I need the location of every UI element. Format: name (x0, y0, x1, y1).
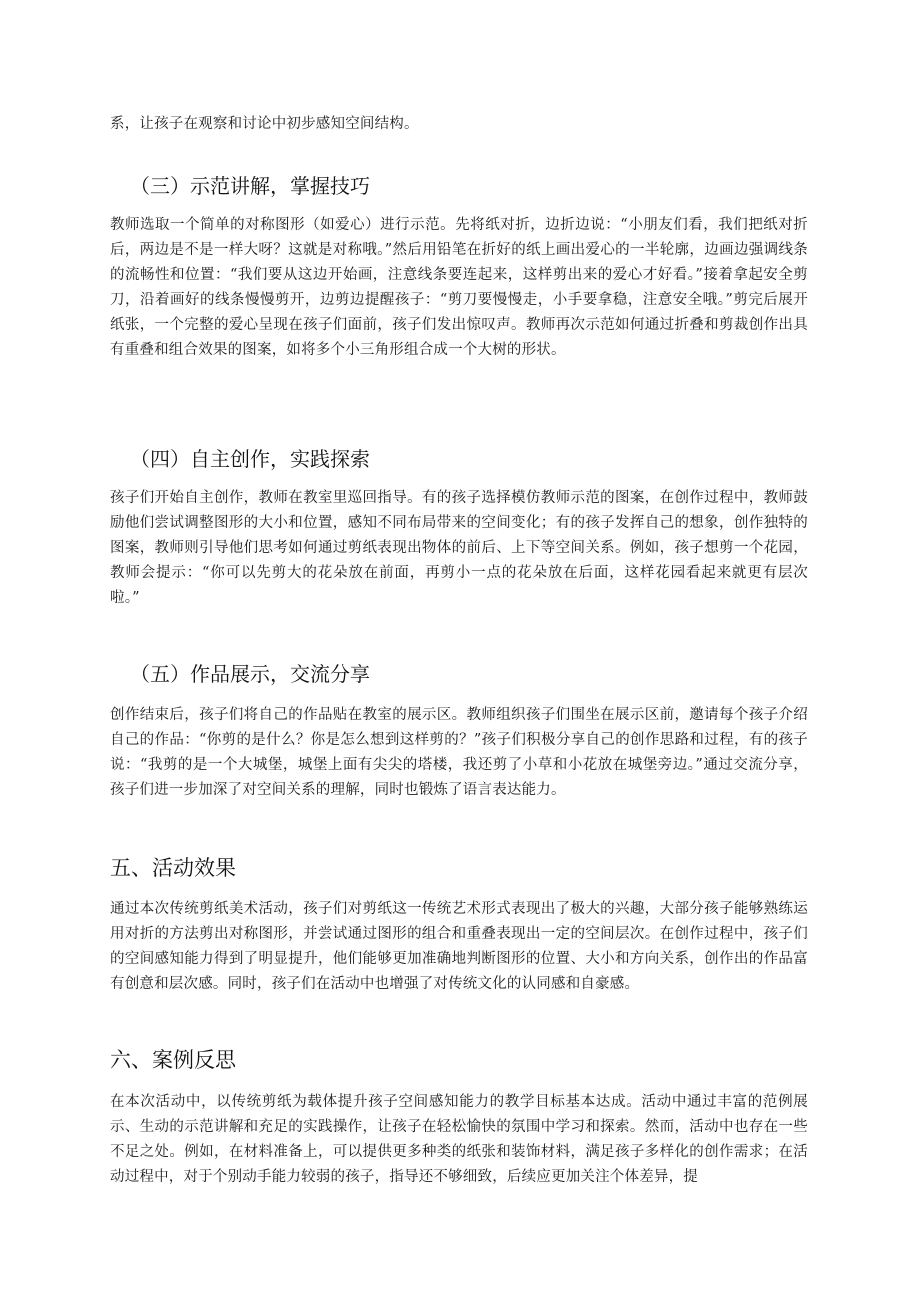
section-heading-5: （五）作品展示，交流分享 (130, 662, 370, 686)
section-heading-3: （三）示范讲解，掌握技巧 (130, 174, 370, 198)
paragraph-reflection: 在本次活动中，以传统剪纸为载体提升孩子空间感知能力的教学目标基本达成。活动中通过丰富的范例展示、生动的示范讲解和充足的实践操作，让孩子在轻松愉快的氛围中学习和探索。然而，活动中也存在一些不足之处。例如，在材料准备上，可以提供更多种类的纸张和装饰材料，满足孩子多样化的创作需求；在活动过程中，对于个别动手能力较弱的孩子，指导还不够细致，后续应更加关注个体差异，提 (110, 1094, 808, 1185)
section-heading-effect: 五、活动效果 (110, 856, 236, 880)
section-heading-4: （四）自主创作，实践探索 (130, 447, 370, 471)
section-heading-reflection: 六、案例反思 (110, 1048, 236, 1072)
paragraph-demonstration: 教师选取一个简单的对称图形（如爱心）进行示范。先将纸对折，边折边说：“小朋友们看，我们把纸对折后，两边是不是一样大呀？这就是对称哦。”然后用铅笔在折好的纸上画出爱心的一半轮廓，边画边强调线条的流畅性和位置：“我们要从这边开始画，注意线条要连起来，这样剪出来的爱心才好看。”接着拿起安全剪刀，沿着画好的线条慢慢剪开，边剪边提醒孩子：“剪刀要慢慢走，小手要拿稳，注意安全哦。”剪完后展开纸张，一个完整的爱心呈现在孩子们面前，孩子们发出惊叹声。教师再次示范如何通过折叠和剪裁创作出具有重叠和组合效果的图案，如将多个小三角形组合成一个大树的形状。 (110, 217, 808, 358)
paragraph-sharing: 创作结束后，孩子们将自己的作品贴在教室的展示区。教师组织孩子们围坐在展示区前，邀请每个孩子介绍自己的作品：“你剪的是什么？你是怎么想到这样剪的？”孩子们积极分享自己的创作思路和过程，有的孩子说：“我剪的是一个大城堡，城堡上面有尖尖的塔楼，我还剪了小草和小花放在城堡旁边。”通过交流分享，孩子们进一步加深了对空间关系的理解，同时也锻炼了语言表达能力。 (110, 707, 808, 798)
paragraph-creation: 孩子们开始自主创作，教师在教室里巡回指导。有的孩子选择模仿教师示范的图案，在创作过程中，教师鼓励他们尝试调整图形的大小和位置，感知不同布局带来的空间变化；有的孩子发挥自己的想象，创作独特的图案，教师则引导他们思考如何通过剪纸表现出物体的前后、上下等空间关系。例如，孩子想剪一个花园，教师会提示：“你可以先剪大的花朵放在前面，再剪小一点的花朵放在后面，这样花园看起来就更有层次啦。” (110, 490, 808, 606)
paragraph-effect: 通过本次传统剪纸美术活动，孩子们对剪纸这一传统艺术形式表现出了极大的兴趣，大部分孩子能够熟练运用对折的方法剪出对称图形，并尝试通过图形的组合和重叠表现出一定的空间层次。在创作过程中，孩子们的空间感知能力得到了明显提升，他们能够更加准确地判断图形的位置、大小和方向关系，创作出的作品富有创意和层次感。同时，孩子们在活动中也增强了对传统文化的认同感和自豪感。 (110, 901, 808, 992)
paragraph-intro-tail: 系，让孩子在观察和讨论中初步感知空间结构。 (110, 116, 419, 132)
